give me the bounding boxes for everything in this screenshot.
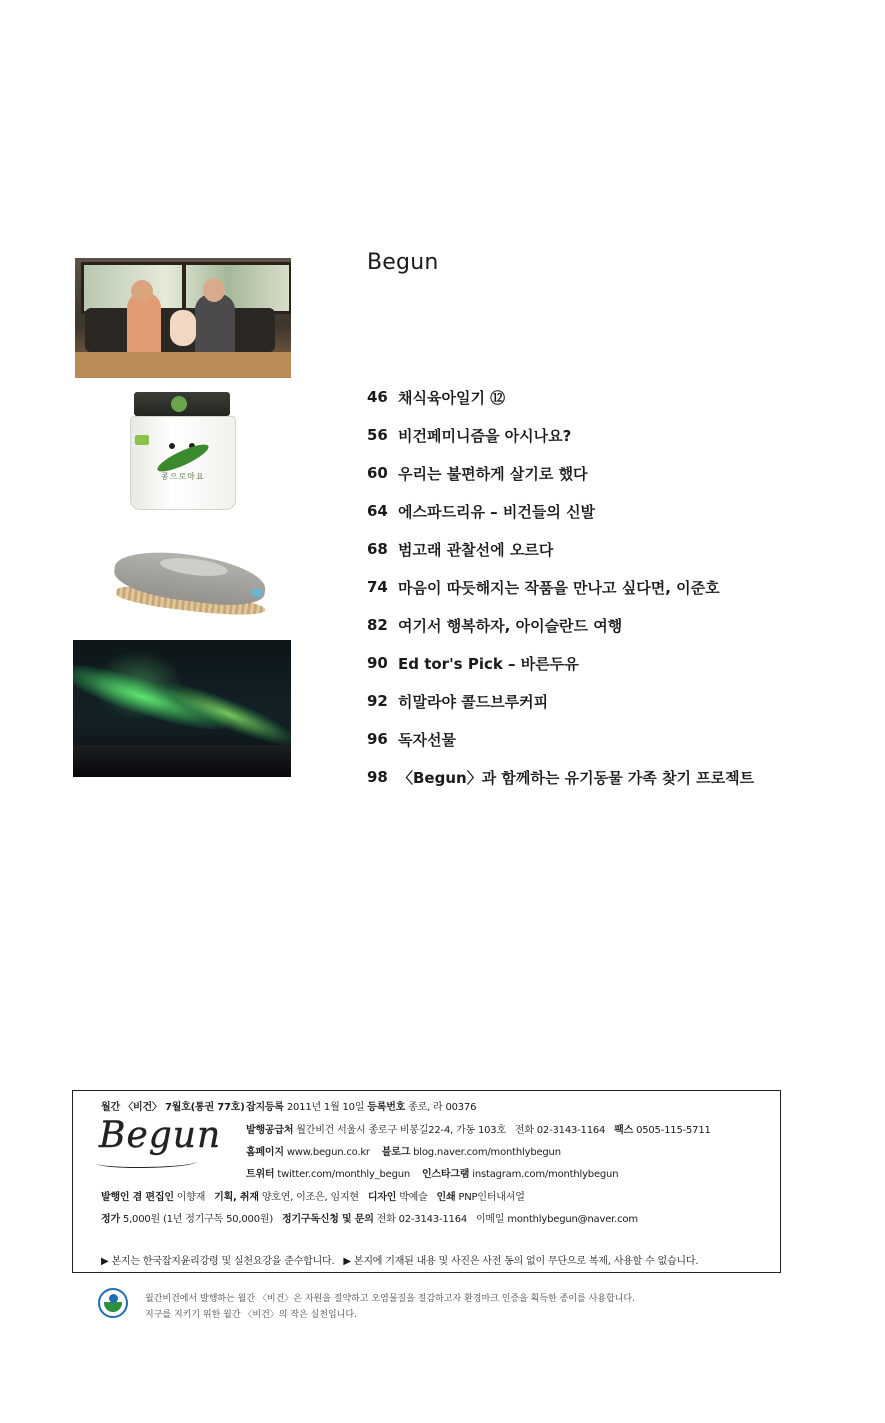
toc-title: Ed tor's Pick – 바른두유	[398, 654, 579, 673]
father-figure	[195, 294, 235, 358]
publisher-info	[246, 1121, 711, 1136]
registration-number-label: 등록번호	[367, 1102, 406, 1113]
toc-title: 범고래 관찰선에 오르다	[398, 540, 554, 559]
publisher-label: 발행공급처	[246, 1125, 294, 1136]
toc-title: 마음이 따듯해지는 작품을 만나고 싶다면, 이준호	[398, 578, 720, 597]
baby-figure	[170, 310, 196, 346]
notice-line	[101, 1252, 698, 1267]
blog-link[interactable]: blog.naver.com/monthlybegun	[413, 1147, 561, 1158]
toc-page-number: 68	[367, 540, 388, 558]
toc-page-number: 46	[367, 388, 388, 406]
jar-label: 콩으로마요	[161, 472, 205, 481]
subscribe-tel: 02-3143-1164	[398, 1214, 468, 1225]
mother-figure	[127, 292, 161, 358]
eco-note-line1: 월간비건에서 발행하는 월간 〈비건〉은 자원을 절약하고 오염물질을 절감하고자 환경마크 인증을 획득한 종이를 사용합니다.	[145, 1294, 635, 1304]
toc-page-number: 56	[367, 426, 388, 444]
subscribe-tel-label: 전화	[376, 1214, 396, 1225]
shoe-tab	[252, 589, 262, 597]
jar-eye-left	[169, 443, 175, 449]
twitter-label: 트위터	[246, 1169, 275, 1180]
begun-logo: Begun	[99, 1115, 222, 1156]
toc-page-number: 82	[367, 616, 388, 634]
toc-page-number: 96	[367, 730, 388, 748]
toc-item[interactable]	[367, 682, 754, 720]
notice-copyright: ▶ 본지에 기재된 내용 및 사진은 사전 동의 없이 무단으로 복제, 사용할 수 없습니다.	[343, 1256, 699, 1267]
toc-title: 히말라야 콜드브루커피	[398, 692, 549, 711]
registration-info	[246, 1098, 476, 1113]
toc-title: 에스파드리유 – 비건들의 신발	[398, 502, 596, 521]
toc-item[interactable]	[367, 378, 754, 416]
price-label: 정가	[101, 1214, 120, 1225]
tel-label: 전화	[514, 1125, 534, 1136]
landscape-silhouette	[73, 745, 291, 777]
planning-names: 양호연, 이조은, 임지현	[261, 1192, 359, 1203]
tel-number: 02-3143-1164	[536, 1125, 606, 1136]
toc-title: 우리는 불편하게 살기로 했다	[398, 464, 588, 483]
fax-number: 0505-115-5711	[636, 1125, 711, 1136]
toc-page-number: 90	[367, 654, 388, 672]
family-photo	[75, 258, 291, 378]
toc-item[interactable]	[367, 492, 754, 530]
registration-date: 2011년 1월 10일	[286, 1102, 365, 1113]
web-info	[246, 1143, 561, 1158]
registration-number: 종로, 라 00376	[408, 1102, 477, 1113]
toc-item[interactable]	[367, 454, 754, 492]
twitter-link[interactable]: twitter.com/monthly_begun	[277, 1169, 411, 1180]
mayo-jar-photo	[128, 392, 236, 510]
jar-tag	[135, 435, 149, 445]
toc-item[interactable]	[367, 606, 754, 644]
blog-label: 블로그	[381, 1147, 411, 1158]
fax-label: 팩스	[614, 1125, 634, 1136]
toc-page-number: 64	[367, 502, 388, 520]
toc-item[interactable]	[367, 758, 754, 796]
jar-body	[130, 416, 236, 510]
eco-note-line2: 지구를 지키기 위한 월간 〈비건〉의 작은 실천입니다.	[145, 1310, 357, 1320]
print-company: PNP인터내셔얼	[458, 1192, 525, 1203]
toc-title: 여기서 행복하자, 아이슬란드 여행	[398, 616, 623, 635]
toc-title: 채식육아일기 ⑫	[398, 388, 506, 407]
instagram-label: 인스타그램	[421, 1169, 470, 1180]
toc-item[interactable]	[367, 568, 754, 606]
table-of-contents	[367, 378, 754, 796]
toc-title: 독자선물	[398, 730, 456, 749]
staff-info	[101, 1188, 525, 1203]
editor-name: 이향재	[176, 1192, 206, 1203]
leaf-badge-icon	[171, 396, 187, 412]
logo-swash	[97, 1157, 197, 1168]
homepage-label: 홈페이지	[246, 1147, 284, 1158]
price-value: 5,000원 (1년 정기구독 50,000원)	[122, 1214, 274, 1225]
design-name: 박예슬	[399, 1192, 428, 1203]
toc-page-number: 92	[367, 692, 388, 710]
editor-label: 발행인 겸 편집인	[101, 1192, 174, 1203]
toc-item[interactable]	[367, 644, 754, 682]
eco-mark	[98, 1288, 128, 1318]
issue-label: 월간 〈비건〉 7월호(통권 77호)	[101, 1102, 245, 1113]
toc-page-number: 98	[367, 768, 388, 786]
mother-head	[131, 280, 153, 302]
toc-item[interactable]	[367, 416, 754, 454]
toc-page-number: 74	[367, 578, 388, 596]
print-label: 인쇄	[436, 1192, 456, 1203]
registration-label: 잡지등록	[246, 1102, 284, 1113]
colophon-box	[72, 1090, 781, 1273]
homepage-link[interactable]: www.begun.co.kr	[286, 1147, 370, 1158]
publisher-address: 월간비건 서울시 종로구 비봉길22-4, 가동 103호	[296, 1125, 506, 1136]
espadrille-photo	[110, 545, 270, 625]
price-info	[101, 1210, 638, 1225]
toc-item[interactable]	[367, 530, 754, 568]
toc-title: 비건페미니즘을 아시나요?	[398, 426, 572, 445]
toc-title: 〈Begun〉과 함께하는 유기동물 가족 찾기 프로젝트	[398, 768, 755, 787]
notice-ethics: ▶ 본지는 한국잡지윤리강령 및 실천요강을 준수합니다.	[101, 1256, 335, 1267]
aurora-photo	[73, 640, 291, 777]
father-head	[203, 278, 225, 302]
design-label: 디자인	[367, 1192, 397, 1203]
email-label: 이메일	[475, 1214, 505, 1225]
wooden-table	[75, 352, 291, 378]
magazine-title: Begun	[367, 250, 439, 275]
social-info	[246, 1165, 618, 1180]
toc-item[interactable]	[367, 720, 754, 758]
toc-page-number: 60	[367, 464, 388, 482]
instagram-link[interactable]: instagram.com/monthlybegun	[472, 1169, 619, 1180]
issue-info	[101, 1098, 245, 1113]
eco-mark-icon	[98, 1288, 128, 1318]
window	[81, 262, 291, 314]
email-link[interactable]: monthlybegun@naver.com	[507, 1214, 638, 1225]
subscribe-label: 정기구독신청 및 문의	[281, 1214, 374, 1225]
planning-label: 기획, 취재	[214, 1192, 259, 1203]
